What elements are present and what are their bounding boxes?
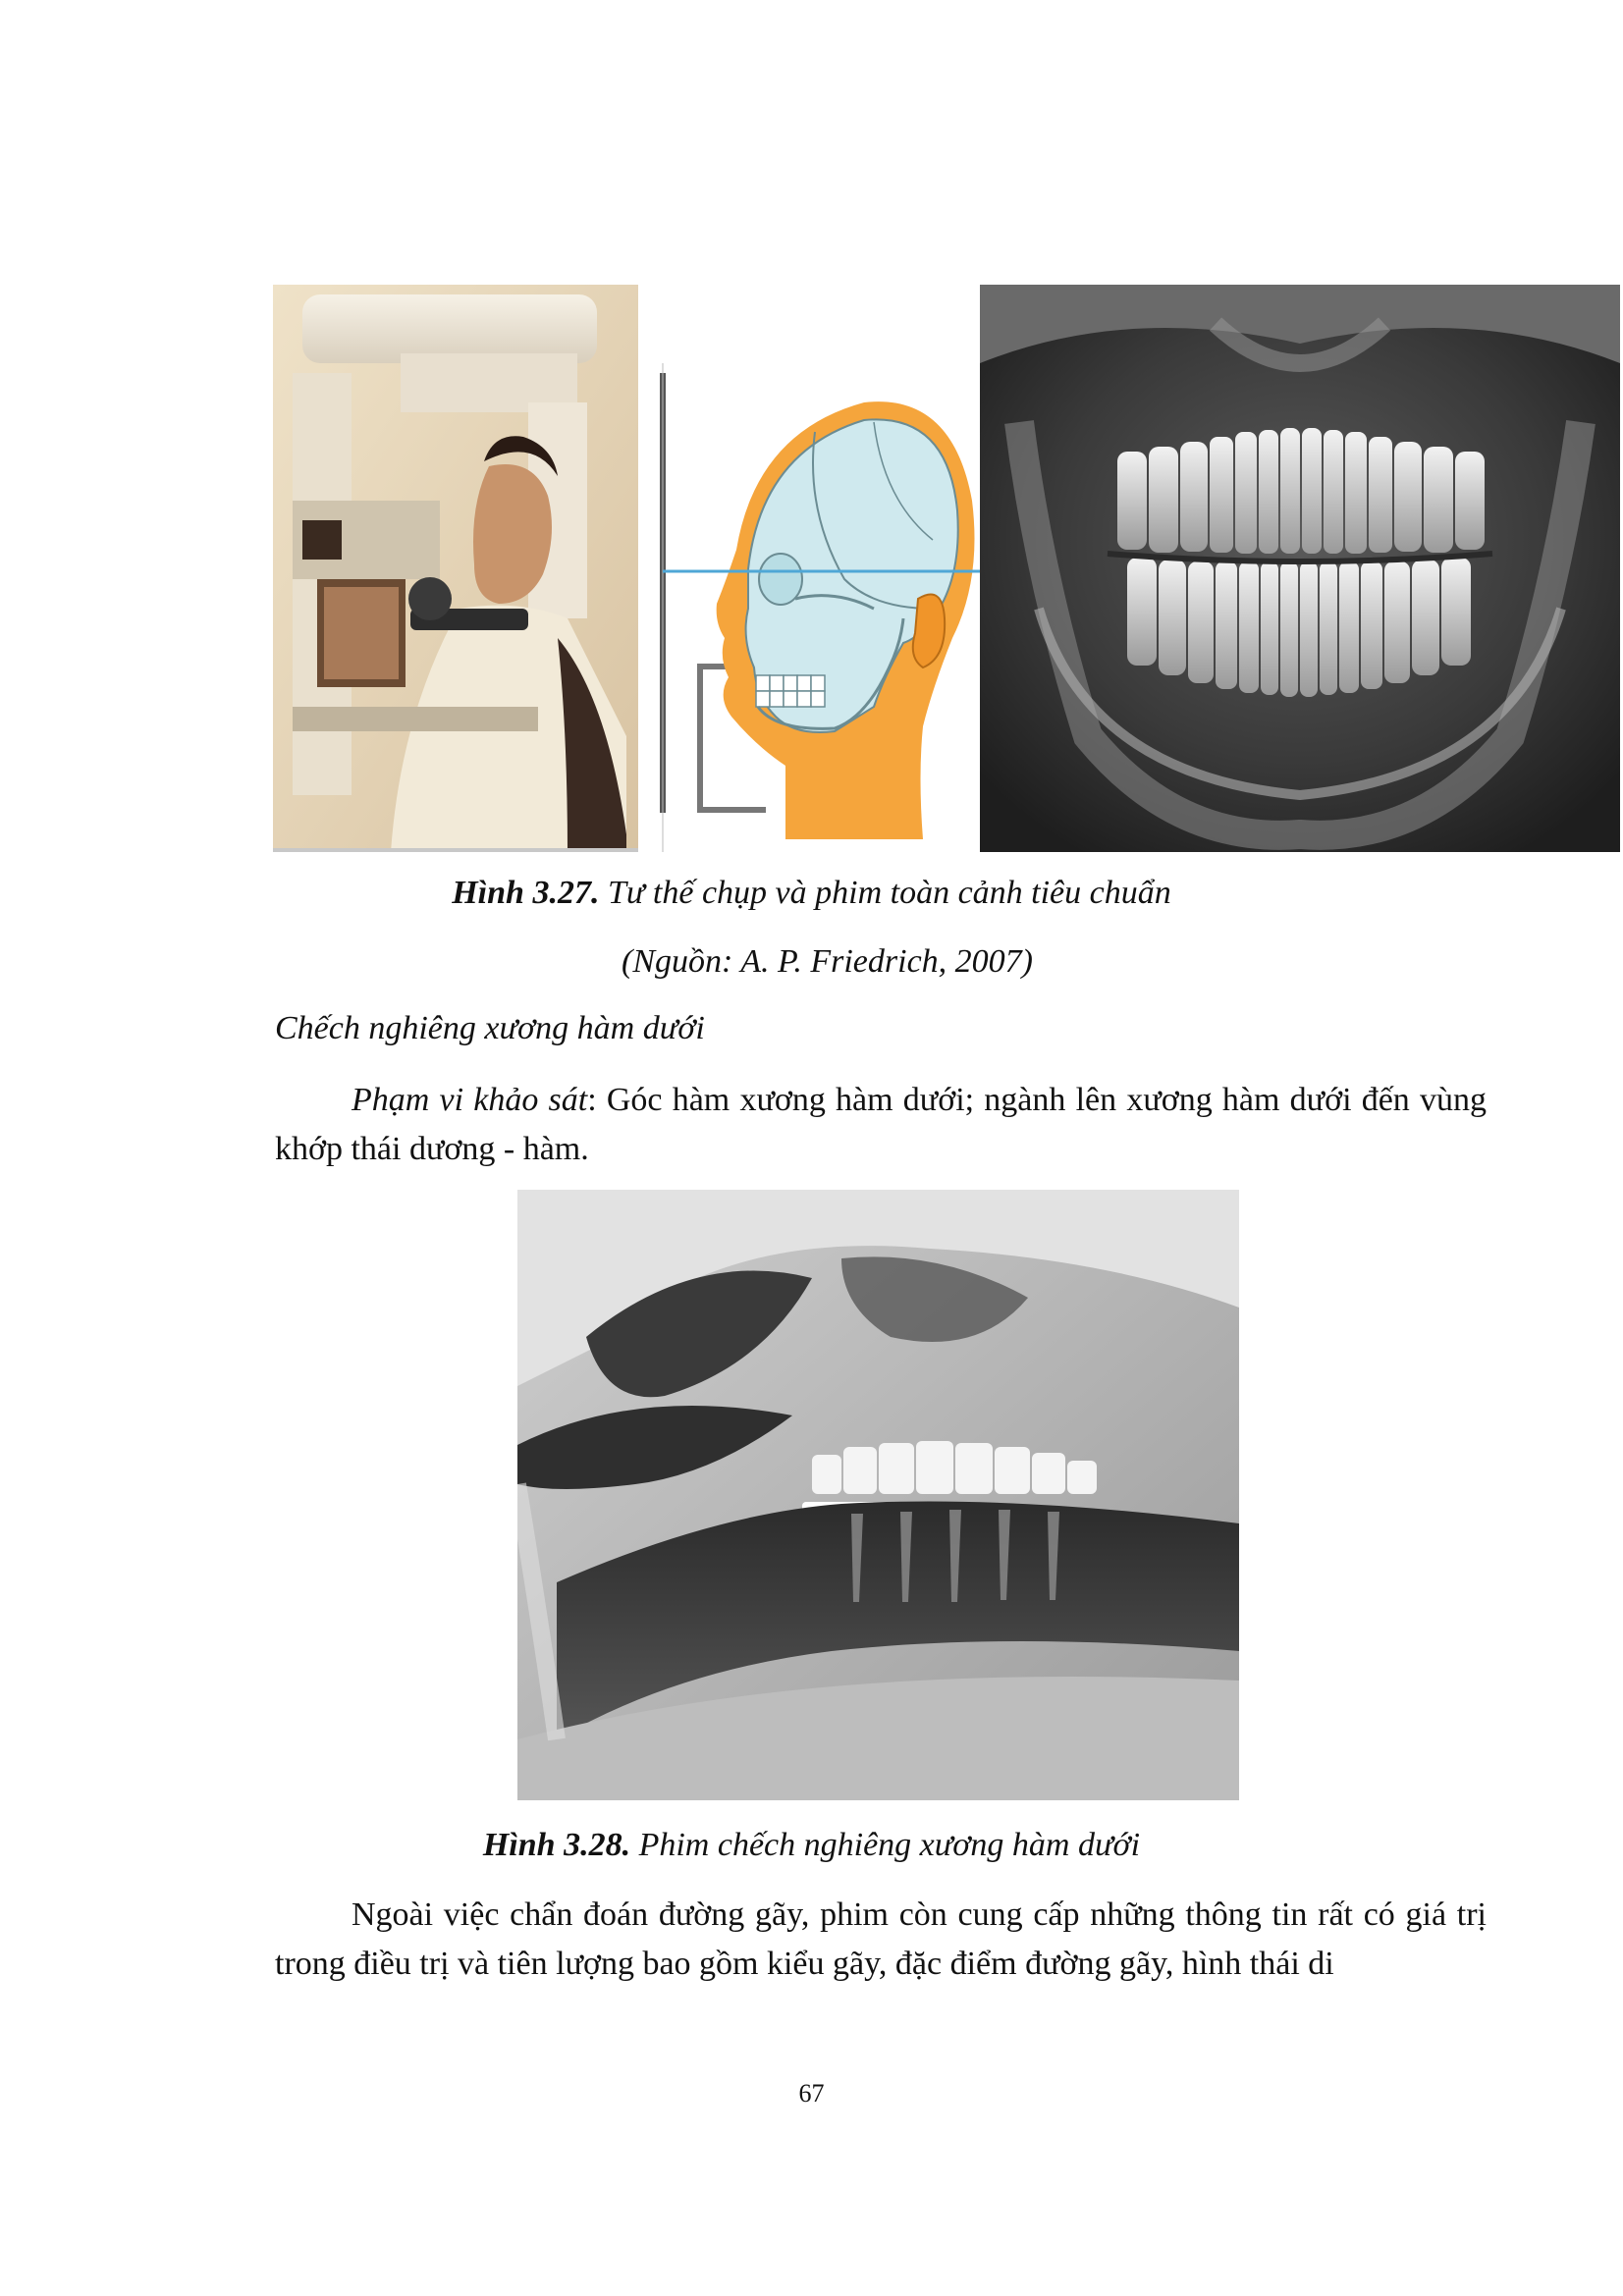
scope-paragraph bbox=[275, 1076, 1487, 1174]
panoramic-xray-film bbox=[980, 285, 1620, 852]
figure-3-28-caption bbox=[0, 1824, 1623, 1867]
figure-caption-text: Tư thế chụp và phim toàn cảnh tiêu chuẩn bbox=[599, 875, 1171, 911]
figure-3-28-oblique-mandible-xray bbox=[517, 1190, 1239, 1800]
figure-3-27 bbox=[273, 285, 1620, 852]
figure-label: Hình 3.28. bbox=[482, 1827, 631, 1863]
panoramic-machine-photo bbox=[273, 285, 638, 852]
head-positioning-diagram bbox=[638, 285, 980, 852]
scope-label: Phạm vi khảo sát bbox=[352, 1082, 588, 1118]
scope-text: : Góc hàm xương hàm dưới; ngành lên xương hàm dưới đến vùng khớp thái dương - hàm. bbox=[275, 1082, 1487, 1167]
figure-caption-text: Phim chếch nghiêng xương hàm dưới bbox=[630, 1827, 1141, 1863]
page-number: 67 bbox=[798, 2079, 825, 2108]
body-paragraph: Ngoài việc chẩn đoán đường gãy, phim còn cung cấp những thông tin rất có giá trị trong điều trị và tiên lượng bao gồm kiểu gãy, đặc điểm đường gãy, hình thái di bbox=[275, 1896, 1487, 1982]
figure-label: Hình 3.27. bbox=[452, 875, 600, 911]
section-heading: Chếch nghiêng xương hàm dưới bbox=[275, 1010, 705, 1046]
figure-3-27-source: (Nguồn: A. P. Friedrich, 2007) bbox=[622, 943, 1033, 980]
figure-3-27-caption bbox=[0, 872, 1623, 915]
